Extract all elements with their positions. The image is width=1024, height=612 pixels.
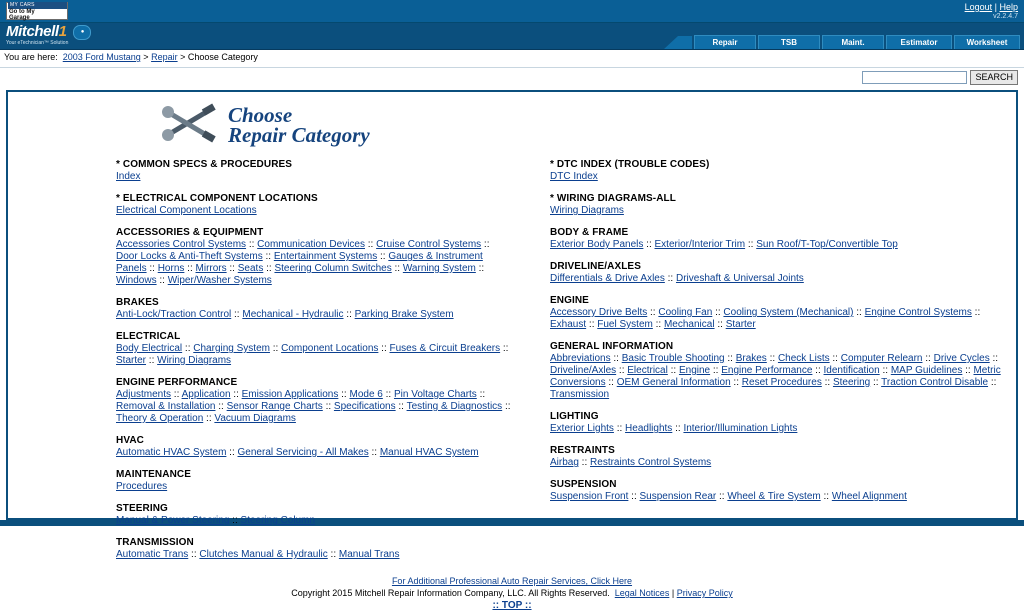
category-link-charging-system[interactable]: Charging System bbox=[193, 343, 270, 354]
category-link-manual-power-steering[interactable]: Manual & Power Steering bbox=[116, 515, 230, 526]
category-link-engine[interactable]: Engine bbox=[678, 365, 711, 376]
category-link-automatic-hvac-system[interactable]: Automatic HVAC System bbox=[116, 447, 227, 458]
search-row bbox=[0, 68, 1024, 90]
link-separator: :: bbox=[327, 549, 339, 560]
search-button[interactable]: SEARCH bbox=[970, 70, 1018, 85]
category-link-horns[interactable]: Horns bbox=[157, 263, 185, 274]
category-heading: BRAKES bbox=[116, 297, 159, 308]
category-link-component-locations[interactable]: Component Locations bbox=[281, 343, 379, 354]
category-link-list bbox=[550, 307, 1016, 331]
category-link-wheel-tire-system[interactable]: Wheel & Tire System bbox=[727, 491, 821, 502]
category-link-list bbox=[550, 457, 1016, 469]
link-separator: :: bbox=[171, 389, 182, 400]
left-column bbox=[8, 159, 512, 571]
category-link-engine-control-systems[interactable]: Engine Control Systems bbox=[864, 307, 972, 318]
category-link-general-servicing-all-makes[interactable]: General Servicing - All Makes bbox=[237, 447, 369, 458]
category-group-suspension bbox=[550, 479, 1016, 503]
page-title-line1: Choose bbox=[228, 102, 293, 127]
category-link-computer-relearn[interactable]: Computer Relearn bbox=[840, 353, 923, 364]
category-link-dtc-index[interactable]: DTC Index bbox=[550, 171, 598, 182]
link-separator: :: bbox=[146, 263, 158, 274]
category-group-driveline-axles bbox=[550, 261, 1016, 285]
nav-slant-decoration bbox=[664, 23, 692, 49]
promo-link[interactable]: For Additional Professional Auto Repair Services, Click Here bbox=[391, 576, 633, 586]
link-separator: :: bbox=[226, 447, 238, 458]
category-link-mode-6[interactable]: Mode 6 bbox=[349, 389, 383, 400]
category-link-mechanical-hydraulic[interactable]: Mechanical - Hydraulic bbox=[242, 309, 344, 320]
copyright-text: Copyright 2015 Mitchell Repair Information Company, LLC. All Rights Reserved. bbox=[291, 588, 610, 598]
tab-tsb[interactable]: TSB bbox=[758, 35, 820, 49]
category-link-electrical[interactable]: Electrical bbox=[627, 365, 668, 376]
link-separator: :: bbox=[343, 309, 355, 320]
link-separator: :: bbox=[368, 447, 380, 458]
category-group-maintenance bbox=[116, 469, 512, 493]
category-heading: MAINTENANCE bbox=[116, 469, 191, 480]
brand-bubble-icon: ● bbox=[73, 25, 91, 40]
link-separator: :: bbox=[226, 263, 238, 274]
category-link-reset-procedures[interactable]: Reset Procedures bbox=[741, 377, 822, 388]
category-link-traction-control-disable[interactable]: Traction Control Disable bbox=[881, 377, 989, 388]
link-separator: :: bbox=[710, 365, 722, 376]
category-link-specifications[interactable]: Specifications bbox=[333, 401, 396, 412]
category-link-list bbox=[550, 491, 1016, 503]
link-separator: :: bbox=[712, 307, 724, 318]
wrench-screwdriver-icon bbox=[158, 102, 220, 147]
category-heading: * COMMON SPECS & PROCEDURES bbox=[116, 159, 293, 170]
breadcrumb bbox=[0, 50, 1024, 68]
link-separator: :: bbox=[188, 549, 200, 560]
category-link-list bbox=[550, 171, 1016, 183]
category-link-list bbox=[116, 343, 512, 367]
category-link-list bbox=[550, 205, 1016, 217]
category-heading: ACCESSORIES & EQUIPMENT bbox=[116, 227, 264, 238]
category-link-map-guidelines[interactable]: MAP Guidelines bbox=[890, 365, 963, 376]
category-link-wiring-diagrams[interactable]: Wiring Diagrams bbox=[550, 205, 624, 216]
link-separator: :: bbox=[246, 239, 258, 250]
link-separator: :: bbox=[262, 251, 274, 262]
page-title-area bbox=[8, 92, 1016, 151]
category-link-warning-system[interactable]: Warning System bbox=[402, 263, 476, 274]
link-separator: :: bbox=[481, 239, 490, 250]
link-separator: :: bbox=[870, 377, 882, 388]
category-link-list bbox=[116, 239, 512, 287]
breadcrumb-repair-link[interactable]: Repair bbox=[151, 52, 178, 62]
category-columns bbox=[8, 151, 1016, 571]
category-link-wiper-washer-systems[interactable]: Wiper/Washer Systems bbox=[167, 275, 272, 286]
category-link-suspension-front[interactable]: Suspension Front bbox=[550, 491, 629, 502]
tab-estimator[interactable]: Estimator bbox=[886, 35, 952, 49]
link-separator: :: bbox=[724, 353, 736, 364]
link-separator: :: bbox=[628, 491, 640, 502]
category-link-sun-roof-t-top-convertible-top[interactable]: Sun Roof/T-Top/Convertible Top bbox=[756, 239, 898, 250]
category-heading: GENERAL INFORMATION bbox=[550, 341, 674, 352]
back-to-top-link[interactable]: :: TOP :: bbox=[492, 600, 532, 611]
category-heading: STEERING bbox=[116, 503, 168, 514]
category-link-gauges-instrument-panels[interactable]: Gauges & Instrument Panels bbox=[116, 251, 483, 274]
category-link-engine-performance[interactable]: Engine Performance bbox=[721, 365, 813, 376]
category-group-transmission bbox=[116, 537, 512, 561]
link-separator: :: bbox=[500, 343, 509, 354]
category-link-anti-lock-traction-control[interactable]: Anti-Lock/Traction Control bbox=[116, 309, 232, 320]
top-utility-bar bbox=[0, 0, 1024, 23]
category-link-vacuum-diagrams[interactable]: Vacuum Diagrams bbox=[214, 413, 296, 424]
link-separator: :: bbox=[853, 307, 865, 318]
category-link-headlights[interactable]: Headlights bbox=[625, 423, 673, 434]
tab-maint[interactable]: Maint. bbox=[822, 35, 884, 49]
brand-bar bbox=[0, 23, 1024, 50]
category-link-windows[interactable]: Windows bbox=[116, 275, 157, 286]
search-input[interactable] bbox=[862, 71, 967, 84]
help-link[interactable]: Help bbox=[999, 2, 1018, 12]
category-link-list bbox=[550, 239, 1016, 251]
category-link-restraints-control-systems[interactable]: Restraints Control Systems bbox=[590, 457, 712, 468]
link-separator: :: bbox=[766, 353, 778, 364]
link-separator: :: bbox=[745, 239, 757, 250]
link-separator: :: bbox=[714, 319, 726, 330]
category-link-transmission[interactable]: Transmission bbox=[550, 389, 610, 400]
category-link-exterior-body-panels[interactable]: Exterior Body Panels bbox=[550, 239, 644, 250]
tab-repair[interactable]: Repair bbox=[694, 35, 756, 49]
category-link-check-lists[interactable]: Check Lists bbox=[777, 353, 830, 364]
category-link-cooling-system-mechanical[interactable]: Cooling System (Mechanical) bbox=[723, 307, 854, 318]
category-link-pin-voltage-charts[interactable]: Pin Voltage Charts bbox=[393, 389, 477, 400]
link-separator: :: bbox=[812, 365, 824, 376]
link-separator: :: bbox=[229, 515, 241, 526]
category-heading: HVAC bbox=[116, 435, 144, 446]
link-separator: :: bbox=[476, 389, 486, 400]
page-footer bbox=[8, 575, 1016, 612]
category-link-identification[interactable]: Identification bbox=[823, 365, 880, 376]
category-link-suspension-rear[interactable]: Suspension Rear bbox=[639, 491, 717, 502]
category-link-list bbox=[116, 447, 512, 459]
category-link-communication-devices[interactable]: Communication Devices bbox=[257, 239, 365, 250]
category-link-parking-brake-system[interactable]: Parking Brake System bbox=[354, 309, 454, 320]
link-separator: :: bbox=[664, 273, 676, 284]
link-separator: :: bbox=[829, 353, 841, 364]
category-link-accessories-control-systems[interactable]: Accessories Control Systems bbox=[116, 239, 247, 250]
category-link-manual-hvac-system[interactable]: Manual HVAC System bbox=[379, 447, 479, 458]
category-link-drive-cycles[interactable]: Drive Cycles bbox=[933, 353, 990, 364]
category-group-body-frame bbox=[550, 227, 1016, 251]
link-separator: :: bbox=[879, 365, 891, 376]
category-link-exhaust[interactable]: Exhaust bbox=[550, 319, 587, 330]
category-link-index[interactable]: Index bbox=[116, 171, 141, 182]
link-separator: :: bbox=[647, 307, 659, 318]
category-heading: BODY & FRAME bbox=[550, 227, 629, 238]
link-separator: :: bbox=[378, 343, 390, 354]
link-separator: :: bbox=[156, 275, 168, 286]
link-separator: :: bbox=[231, 309, 243, 320]
category-heading: * ELECTRICAL COMPONENT LOCATIONS bbox=[116, 193, 318, 204]
category-link-list bbox=[116, 481, 512, 493]
category-group-lighting bbox=[550, 411, 1016, 435]
category-link-fuel-system[interactable]: Fuel System bbox=[597, 319, 653, 330]
link-separator: :: bbox=[821, 377, 833, 388]
link-separator: :: bbox=[230, 389, 242, 400]
link-separator: :: bbox=[377, 251, 389, 262]
category-link-wiring-diagrams[interactable]: Wiring Diagrams bbox=[157, 355, 232, 366]
link-separator: :: bbox=[502, 401, 511, 412]
link-separator: :: bbox=[988, 377, 997, 388]
privacy-policy-link[interactable]: Privacy Policy bbox=[676, 588, 733, 598]
brand-dot: 1 bbox=[58, 23, 67, 40]
link-separator: :: bbox=[610, 353, 622, 364]
category-group-hvac bbox=[116, 435, 512, 459]
category-link-list bbox=[550, 353, 1016, 401]
link-separator: :: bbox=[613, 423, 626, 434]
category-group-common-specs-procedures bbox=[116, 159, 512, 183]
top-right-links bbox=[965, 2, 1018, 21]
brand-tagline: Your eTechnician™ Solution bbox=[6, 40, 69, 46]
right-column bbox=[512, 159, 1016, 571]
link-separator: :: bbox=[578, 457, 591, 468]
link-separator: :: bbox=[616, 365, 628, 376]
category-link-driveshaft-universal-joints[interactable]: Driveshaft & Universal Joints bbox=[675, 273, 804, 284]
category-heading: SUSPENSION bbox=[550, 479, 617, 490]
link-separator: :: bbox=[989, 353, 999, 364]
category-link-sensor-range-charts[interactable]: Sensor Range Charts bbox=[226, 401, 323, 412]
category-link-steering-column[interactable]: Steering Column bbox=[240, 515, 316, 526]
link-separator: :: bbox=[643, 239, 655, 250]
link-divider: | bbox=[994, 2, 997, 12]
category-link-airbag[interactable]: Airbag bbox=[550, 457, 579, 468]
category-link-cruise-control-systems[interactable]: Cruise Control Systems bbox=[376, 239, 482, 250]
category-link-list bbox=[116, 171, 512, 183]
link-separator: :: bbox=[971, 307, 981, 318]
category-group-brakes bbox=[116, 297, 512, 321]
my-garage-button[interactable] bbox=[6, 2, 68, 20]
my-garage-label-line1: Go to My bbox=[9, 8, 35, 15]
content-panel bbox=[6, 90, 1018, 611]
category-link-steering-column-switches[interactable]: Steering Column Switches bbox=[274, 263, 392, 274]
category-link-mirrors[interactable]: Mirrors bbox=[195, 263, 227, 274]
category-heading: ELECTRICAL bbox=[116, 331, 181, 342]
link-separator: :: bbox=[382, 389, 394, 400]
category-link-list bbox=[116, 205, 512, 217]
link-separator: :: bbox=[215, 401, 227, 412]
link-separator: :: bbox=[395, 401, 407, 412]
category-link-metric-conversions[interactable]: Metric Conversions bbox=[550, 365, 1001, 388]
link-separator: :: bbox=[322, 401, 334, 412]
category-heading: TRANSMISSION bbox=[116, 537, 194, 548]
breadcrumb-sep-1: > bbox=[143, 52, 149, 62]
category-link-exterior-interior-trim[interactable]: Exterior/Interior Trim bbox=[654, 239, 746, 250]
my-cars-logo: MY CARS bbox=[8, 2, 67, 9]
category-link-seats[interactable]: Seats bbox=[237, 263, 264, 274]
category-link-oem-general-information[interactable]: OEM General Information bbox=[616, 377, 731, 388]
category-heading: * WIRING DIAGRAMS-ALL bbox=[550, 193, 676, 204]
category-link-abbreviations[interactable]: Abbreviations bbox=[550, 353, 611, 364]
category-link-differentials-drive-axles[interactable]: Differentials & Drive Axles bbox=[550, 273, 665, 284]
link-separator: :: bbox=[730, 377, 742, 388]
legal-notices-link[interactable]: Legal Notices bbox=[614, 588, 670, 598]
link-separator: :: bbox=[391, 263, 403, 274]
brand-name: Mitchell bbox=[6, 23, 59, 40]
link-separator: :: bbox=[203, 413, 215, 424]
category-link-fuses-circuit-breakers[interactable]: Fuses & Circuit Breakers bbox=[389, 343, 501, 354]
category-link-body-electrical[interactable]: Body Electrical bbox=[116, 343, 183, 354]
category-link-automatic-trans[interactable]: Automatic Trans bbox=[116, 549, 189, 560]
category-link-driveline-axles[interactable]: Driveline/Axles bbox=[550, 365, 617, 376]
category-group-accessories-equipment bbox=[116, 227, 512, 287]
link-separator: :: bbox=[652, 319, 664, 330]
category-group-restraints bbox=[550, 445, 1016, 469]
footer-sep: | bbox=[671, 588, 675, 598]
category-link-theory-operation[interactable]: Theory & Operation bbox=[116, 413, 204, 424]
breadcrumb-current: Choose Category bbox=[187, 52, 258, 62]
category-heading: ENGINE bbox=[550, 295, 589, 306]
category-link-list bbox=[116, 515, 512, 527]
category-link-starter[interactable]: Starter bbox=[725, 319, 756, 330]
category-link-brakes[interactable]: Brakes bbox=[735, 353, 767, 364]
my-garage-label-line2: Garage bbox=[9, 14, 30, 21]
category-link-door-locks-anti-theft-systems[interactable]: Door Locks & Anti-Theft Systems bbox=[116, 251, 263, 262]
category-link-cooling-fan[interactable]: Cooling Fan bbox=[658, 307, 713, 318]
category-link-basic-trouble-shooting[interactable]: Basic Trouble Shooting bbox=[621, 353, 725, 364]
category-heading: DRIVELINE/AXLES bbox=[550, 261, 641, 272]
category-link-list bbox=[116, 549, 512, 561]
category-link-list bbox=[116, 309, 512, 321]
category-link-starter[interactable]: Starter bbox=[116, 355, 147, 366]
category-link-exterior-lights[interactable]: Exterior Lights bbox=[550, 423, 614, 434]
category-group-steering bbox=[116, 503, 512, 527]
category-link-steering[interactable]: Steering bbox=[832, 377, 871, 388]
category-link-mechanical[interactable]: Mechanical bbox=[663, 319, 715, 330]
mitchell-logo bbox=[6, 25, 91, 46]
category-group-wiring-diagrams-all bbox=[550, 193, 1016, 217]
page-title bbox=[228, 102, 370, 147]
category-link-emission-applications[interactable]: Emission Applications bbox=[241, 389, 339, 400]
breadcrumb-prefix: You are here: bbox=[4, 52, 58, 62]
category-link-procedures[interactable]: Procedures bbox=[116, 481, 168, 492]
link-separator: :: bbox=[672, 423, 684, 434]
link-separator: :: bbox=[667, 365, 679, 376]
link-separator: :: bbox=[475, 263, 485, 274]
link-separator: :: bbox=[269, 343, 282, 354]
category-link-clutches-manual-hydraulic[interactable]: Clutches Manual & Hydraulic bbox=[199, 549, 328, 560]
search-box bbox=[862, 70, 1018, 85]
category-group-engine bbox=[550, 295, 1016, 331]
link-separator: :: bbox=[820, 491, 832, 502]
link-separator: :: bbox=[365, 239, 377, 250]
category-heading: * DTC INDEX (TROUBLE CODES) bbox=[550, 159, 710, 170]
breadcrumb-vehicle-link[interactable]: 2003 Ford Mustang bbox=[62, 52, 141, 62]
category-link-adjustments[interactable]: Adjustments bbox=[116, 389, 172, 400]
link-separator: :: bbox=[263, 263, 275, 274]
version-label: v2.2.4.7 bbox=[993, 13, 1018, 20]
category-link-wheel-alignment[interactable]: Wheel Alignment bbox=[831, 491, 907, 502]
category-group-dtc-index-trouble-codes bbox=[550, 159, 1016, 183]
page-title-line2: Repair Category bbox=[228, 122, 370, 147]
link-separator: :: bbox=[338, 389, 350, 400]
link-separator: :: bbox=[182, 343, 194, 354]
link-separator: :: bbox=[922, 353, 934, 364]
main-nav-tabs bbox=[664, 23, 1020, 49]
category-link-electrical-component-locations[interactable]: Electrical Component Locations bbox=[116, 205, 257, 216]
category-group-electrical-component-locations bbox=[116, 193, 512, 217]
link-separator: :: bbox=[146, 355, 158, 366]
link-separator: :: bbox=[184, 263, 196, 274]
category-link-testing-diagnostics[interactable]: Testing & Diagnostics bbox=[406, 401, 503, 412]
category-heading: LIGHTING bbox=[550, 411, 599, 422]
category-heading: ENGINE PERFORMANCE bbox=[116, 377, 238, 388]
category-link-list bbox=[550, 273, 1016, 285]
category-link-list bbox=[116, 389, 512, 425]
link-separator: :: bbox=[605, 377, 617, 388]
link-separator: :: bbox=[716, 491, 728, 502]
link-separator: :: bbox=[586, 319, 598, 330]
category-link-application[interactable]: Application bbox=[181, 389, 231, 400]
category-link-accessory-drive-belts[interactable]: Accessory Drive Belts bbox=[550, 307, 648, 318]
breadcrumb-sep-2: > bbox=[180, 52, 186, 62]
category-group-general-information bbox=[550, 341, 1016, 401]
category-group-engine-performance bbox=[116, 377, 512, 425]
logout-link[interactable]: Logout bbox=[964, 2, 993, 12]
category-link-entertainment-systems[interactable]: Entertainment Systems bbox=[273, 251, 378, 262]
category-link-interior-illumination-lights[interactable]: Interior/Illumination Lights bbox=[683, 423, 798, 434]
link-separator: :: bbox=[962, 365, 974, 376]
category-heading: RESTRAINTS bbox=[550, 445, 615, 456]
category-link-removal-installation[interactable]: Removal & Installation bbox=[116, 401, 216, 412]
category-group-electrical bbox=[116, 331, 512, 367]
category-link-manual-trans[interactable]: Manual Trans bbox=[338, 549, 400, 560]
tab-worksheet[interactable]: Worksheet bbox=[954, 35, 1020, 49]
category-link-list bbox=[550, 423, 1016, 435]
